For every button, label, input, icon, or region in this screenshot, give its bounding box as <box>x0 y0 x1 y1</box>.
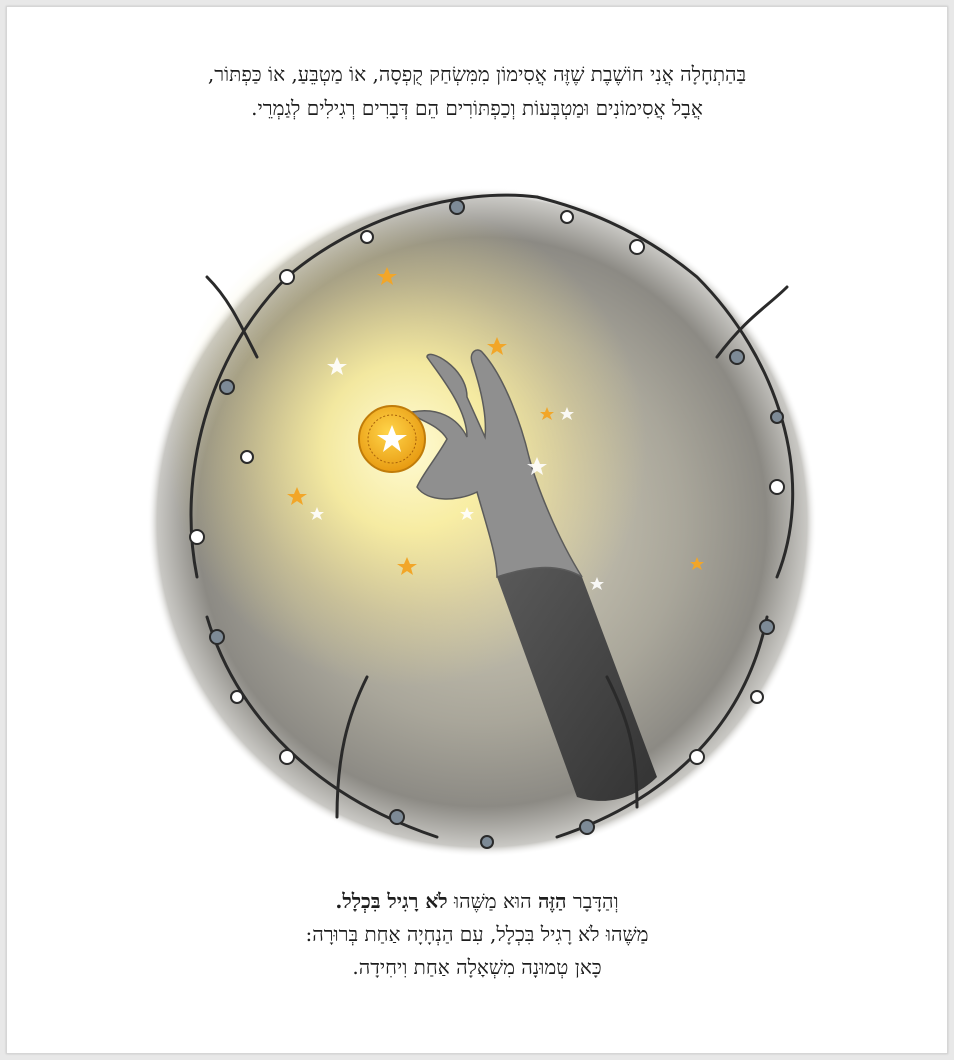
bottom-paragraph <box>67 885 887 984</box>
bottom-paragraph-line-3: כָּאן טְמוּנָה מִשְׁאָלָה אַחַת וִיחִידָה. <box>352 955 602 979</box>
top-paragraph <box>67 57 887 125</box>
bottom-paragraph-line-2: מַשֶּׁהוּ לֹא רָגִיל בִּכְלָל, עִם הַנְחָיָה אַחַת בְּרוּרָה: <box>305 922 649 946</box>
line1-prefix: וְהַדָּבָר <box>566 889 619 913</box>
top-paragraph-line-2: אֲבָל אֲסִימוֹנִים וּמַטְבְּעוֹת וְכַפְתּוֹרִים הֵם דְּבָרִים רְגִילִים לְגַמְרֵי. <box>251 96 703 120</box>
book-page <box>6 6 948 1054</box>
line1-middle: הוּא מַשֶּׁהוּ <box>447 889 538 913</box>
gold-coin <box>359 406 425 472</box>
bottom-paragraph-line-1 <box>67 885 887 918</box>
hand-with-coin-illustration <box>137 157 837 867</box>
line1-bold-this: הַזֶּה <box>537 889 567 913</box>
line1-bold-not-ordinary: לֹא רָגִיל בִּכְלָל. <box>335 889 448 913</box>
top-paragraph-line-1: בַּהַתְחָלָה אֲנִי חוֹשֶׁבֶת שֶׁזֶּה אֲסִימוֹן מִמִּשְׂחַק קֻפְסָה, אוֹ מַטְבֵּעַ, אוֹ כַּפְתּוֹר, <box>207 62 747 86</box>
